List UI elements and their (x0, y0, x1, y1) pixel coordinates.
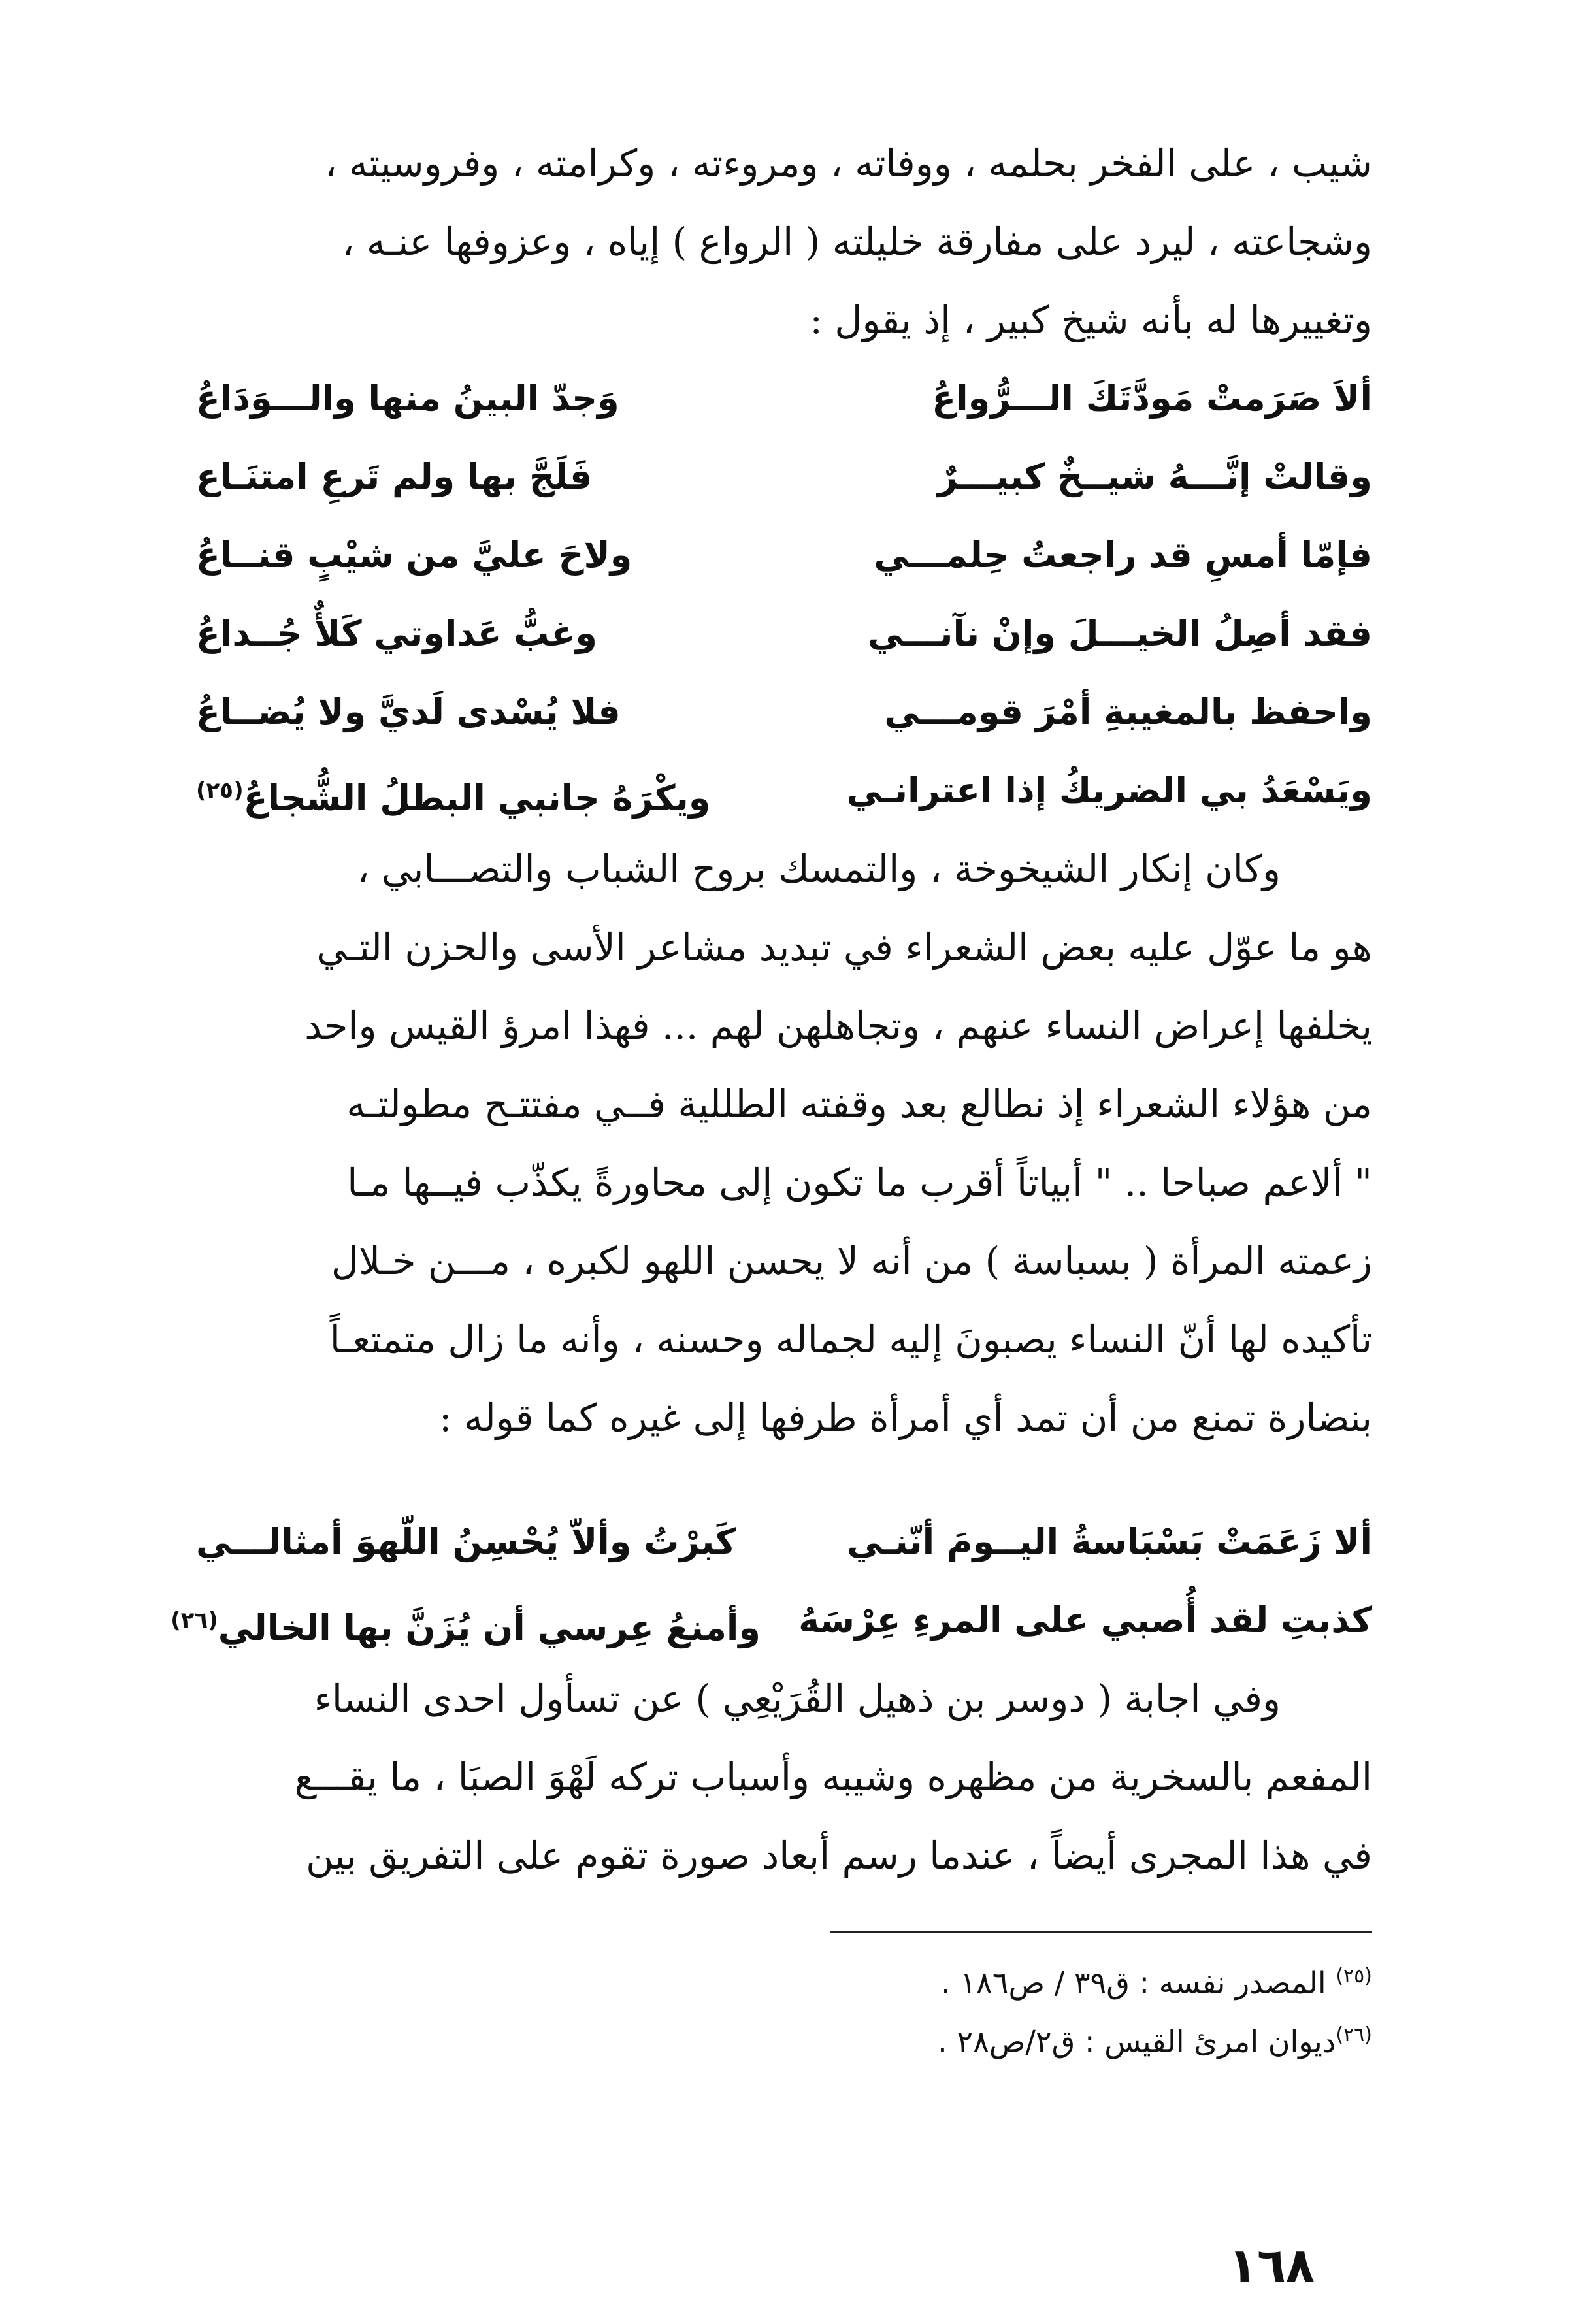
verse-first-hemistich: واحفظ بالمغيبةِ أمْرَ قومـــي (884, 691, 1372, 732)
text-line: وكان إنكار الشيخوخة ، والتمسك بروح الشباب والتصـــابي ، (357, 847, 1281, 891)
verse-second-hemistich: فلا يُسْدى لَديَّ ولا يُضــاعُ (196, 691, 621, 732)
footnote-text: ديوان امرئ القيس : ق٢/ص٢٨ . (938, 2023, 1336, 2059)
verse-line (196, 595, 1372, 673)
verse-first-hemistich: ألا زَعَمَتْ بَسْبَاسةُ اليــومَ أنّنـي (847, 1521, 1372, 1562)
verse-first-hemistich: ويَسْعَدُ بي الضريكُ إذا اعترانـي (846, 770, 1372, 811)
footnote (457, 1950, 1372, 2008)
text-line: وفي اجابة ( دوسر بن ذهيل القُرَيْعِي ) عن تسأول احدى النساء (314, 1677, 1281, 1721)
verse-first-hemistich: فإمّا أمسِ قد راجعتُ حِلمـــي (874, 534, 1372, 576)
footnote-mark: (٢٦) (1336, 2023, 1372, 2046)
text-line: المفعم بالسخرية من مظهره وشيبه وأسباب تركه لَهْوَ الصبَا ، ما يقـــع (294, 1755, 1372, 1799)
verse-first-hemistich: وقالتْ إنَّـــهُ شيــخٌ كبيـــرٌ (937, 456, 1372, 497)
footnote-text: المصدر نفسه : ق٣٩ / ص١٨٦ . (941, 1965, 1336, 2001)
verse-first-hemistich: كذبتِ لقد أُصبي على المرءِ عِرْسَهُ (798, 1599, 1372, 1641)
paragraph-intro (222, 124, 1372, 359)
verse-first-hemistich: ألاَ صَرَمتْ مَودَّتَكَ الـــرُّواعُ (932, 378, 1372, 419)
verse-line (196, 359, 1372, 438)
text-line: وشجاعته ، ليرد على مفارقة خليلته ( الرواع ) إياه ، وعزوفها عنـه ، (342, 220, 1372, 264)
verse-second-hemistich: كَبرْتُ وألاّ يُحْسِنُ اللّهوَ أمثالـــي (196, 1521, 736, 1562)
text-line: بنضارة تمنع من أن تمد أي أمرأة طرفها إلى غيره كما قوله : (439, 1396, 1372, 1440)
verse-second-hemistich: وغبُّ عَداوتي كَلأٌ جُــداعُ (196, 613, 597, 654)
text-line: في هذا المجرى أيضاً ، عندما رسم أبعاد صورة تقوم على التفريق بين (306, 1833, 1372, 1878)
paragraph-main (222, 830, 1372, 1457)
footnote-mark: (٢٥) (1336, 1965, 1372, 1988)
verse-second-hemistich (196, 751, 761, 830)
text-line: هو ما عوّل عليه بعض الشعراء في تبديد مشاعر الأسى والحزن التـي (316, 925, 1372, 970)
verse-second-hemistich: ولاحَ عليَّ من شيْبٍ قنــاعُ (196, 534, 632, 576)
verse-line (196, 751, 1372, 830)
text-line: يخلفها إعراض النساء عنهم ، وتجاهلهن لهم ... فهذا امرؤ القيس واحد (304, 1004, 1372, 1048)
verse-line (196, 516, 1372, 595)
verse-second-hemistich: فَلَجَّ بها ولم تَرعِ امتنَـاع (196, 456, 593, 497)
text-line: " ألاعم صباحا .. " أبياتاً أقرب ما تكون إلى محاورةً يكذّب فيــها مـا (347, 1160, 1372, 1205)
verse-second-hemistich-text: ويكْرَهُ جانبي البطلُ الشُّجاعُ (243, 777, 711, 819)
poem-imru-al-qais (171, 1503, 1372, 1660)
poem-rawa (196, 359, 1372, 830)
verse-line (196, 673, 1372, 751)
verse-second-hemistich-text: وأمنعُ عِرسي أن يُزَنَّ بها الخالي (218, 1607, 761, 1648)
footnote (457, 2009, 1372, 2067)
text-line: زعمته المرأة ( بسباسة ) من أنه لا يحسن اللهو لكبره ، مـــن خـلال (331, 1239, 1372, 1283)
text-line: تأكيده لها أنّ النساء يصبونَ إليه لجماله وحسنه ، وأنه ما زال متمتعـاً (329, 1317, 1372, 1362)
text-line: شيب ، على الفخر بحلمه ، ووفاته ، ومروءته ، وكرامته ، وفروسيته ، (324, 141, 1372, 186)
verse-line (196, 1503, 1372, 1581)
paragraph-dawsar (222, 1660, 1372, 1895)
footnote-ref: (٢٦) (171, 1607, 218, 1633)
verse-line (196, 438, 1372, 516)
page-number: ١٦٨ (1228, 2238, 1315, 2293)
text-line: من هؤلاء الشعراء إذ نطالع بعد وقفته الطللية فــي مفتتـح مطولتـه (346, 1082, 1372, 1126)
footnote-separator (830, 1931, 1372, 1933)
footnote-ref: (٢٥) (196, 777, 244, 804)
verse-first-hemistich: فقد أصِلُ الخيـــلَ وإنْ نآنـــي (868, 613, 1372, 654)
text-line: وتغييرها له بأنه شيخ كبير ، إذ يقول : (810, 298, 1372, 342)
verse-second-hemistich: وَجدّ البينُ منها والـــوَدَاعُ (196, 378, 619, 419)
verse-line (171, 1581, 1372, 1660)
verse-second-hemistich (171, 1581, 761, 1660)
